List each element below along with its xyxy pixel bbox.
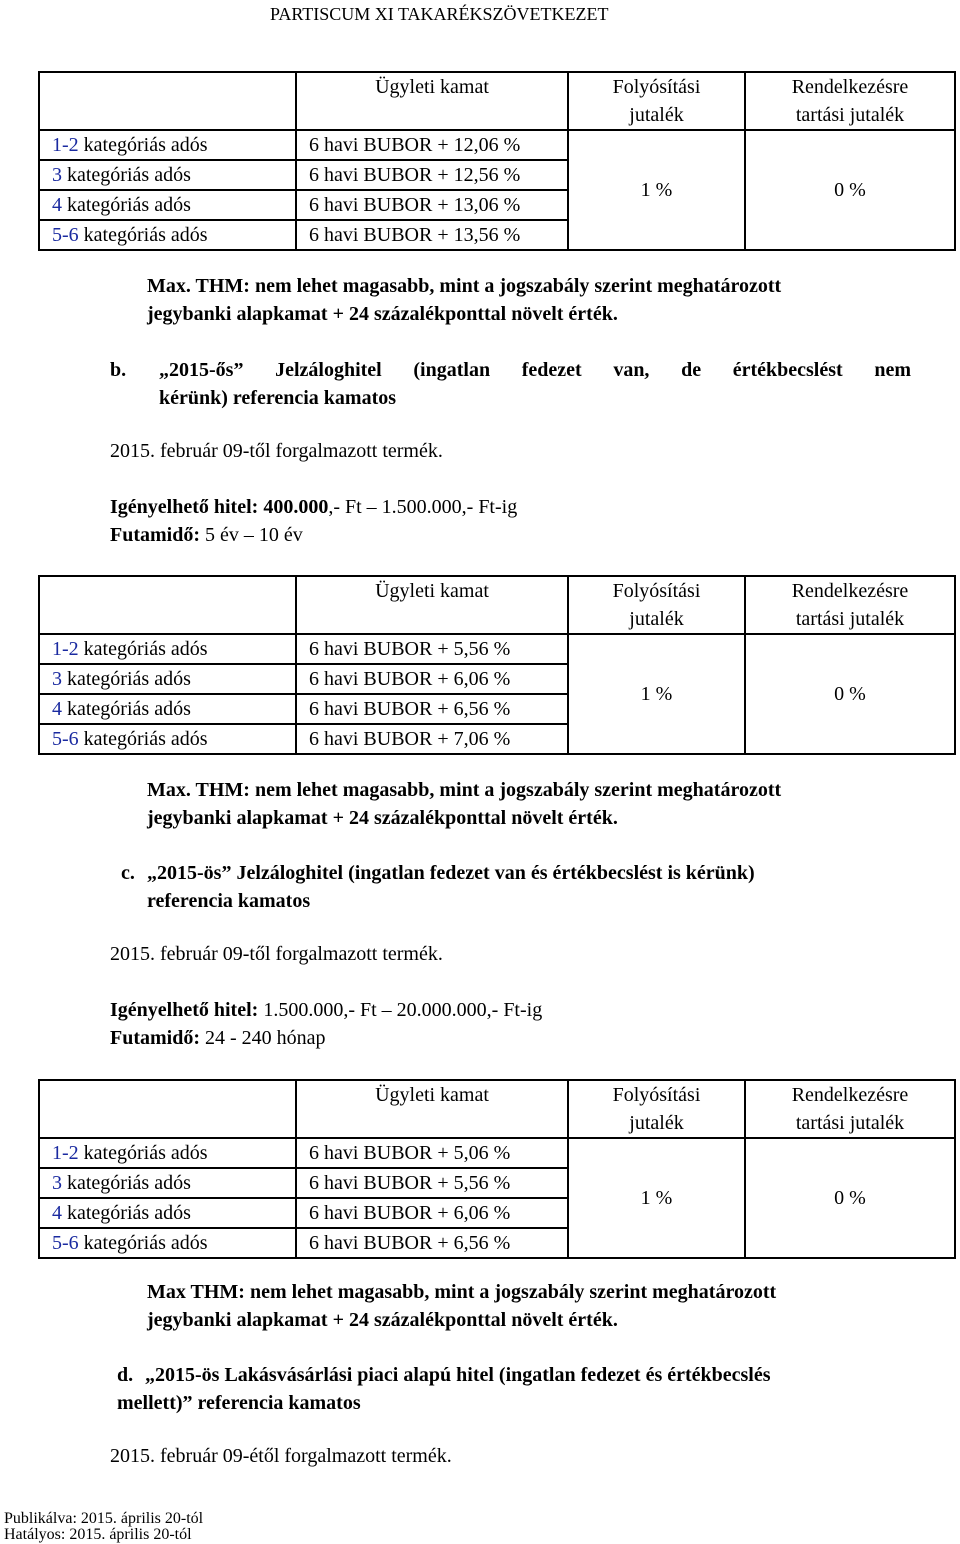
rate-table-1 [38, 71, 956, 251]
section-c-label: c. [121, 862, 135, 884]
rate-cell: 6 havi BUBOR + 5,56 % [296, 634, 568, 664]
section-c-intro: 2015. február 09-től forgalmazott termék. [110, 943, 443, 965]
commitment-fee-cell: 0 % [745, 1138, 955, 1258]
section-c-title-line2: referencia kamatos [147, 890, 311, 912]
col-header-disbursement-fee: Folyósítási jutalék [568, 1080, 745, 1138]
rate-cell: 6 havi BUBOR + 12,06 % [296, 130, 568, 160]
disbursement-fee-cell: 1 % [568, 634, 745, 754]
section-c-term: Futamidő: 24 - 240 hónap [110, 1027, 326, 1049]
commitment-fee-cell: 0 % [745, 130, 955, 250]
table-corner-cell [39, 72, 296, 130]
rate-cell: 6 havi BUBOR + 13,06 % [296, 190, 568, 220]
section-c-loan-amount: Igényelhető hitel: 1.500.000,- Ft – 20.000.000,- Ft-ig [110, 999, 543, 1021]
table-row [39, 130, 955, 160]
category-cell: 1-2 kategóriás adós [39, 634, 296, 664]
category-cell: 3 kategóriás adós [39, 1168, 296, 1198]
section-b-loan-amount: Igényelhető hitel: 400.000,- Ft – 1.500.000,- Ft-ig [110, 496, 518, 518]
rate-cell: 6 havi BUBOR + 7,06 % [296, 724, 568, 754]
category-cell: 1-2 kategóriás adós [39, 130, 296, 160]
category-cell: 5-6 kategóriás adós [39, 220, 296, 250]
section-c-title-line1: „2015-ös” Jelzáloghitel (ingatlan fedezet van és értékbecslést is kérünk) [147, 862, 755, 884]
category-cell: 3 kategóriás adós [39, 160, 296, 190]
section-d-title-line2: mellett)” referencia kamatos [117, 1392, 361, 1414]
col-header-rate: Ügyleti kamat [296, 576, 568, 634]
rate-cell: 6 havi BUBOR + 13,56 % [296, 220, 568, 250]
category-cell: 1-2 kategóriás adós [39, 1138, 296, 1168]
col-header-rate: Ügyleti kamat [296, 72, 568, 130]
rate-cell: 6 havi BUBOR + 5,56 % [296, 1168, 568, 1198]
max-thm-note-3: Max THM: nem lehet magasabb, mint a jogszabály szerint meghatározott jegybanki alapkamat + 24 százalékponttal növelt érték. [147, 1281, 777, 1331]
section-d-title-line1: „2015-ös Lakásvásárlási piaci alapú hitel (ingatlan fedezet és értékbecslés [145, 1364, 771, 1386]
col-header-disbursement-fee: Folyósítási jutalék [568, 576, 745, 634]
section-d-label: d. [117, 1364, 134, 1386]
table-row [39, 1138, 955, 1168]
category-cell: 3 kategóriás adós [39, 664, 296, 694]
col-header-commitment-fee: Rendelkezésre tartási jutalék [745, 1080, 955, 1138]
col-header-rate: Ügyleti kamat [296, 1080, 568, 1138]
col-header-disbursement-fee: Folyósítási jutalék [568, 72, 745, 130]
rate-cell: 6 havi BUBOR + 6,56 % [296, 1228, 568, 1258]
col-header-commitment-fee: Rendelkezésre tartási jutalék [745, 72, 955, 130]
commitment-fee-cell: 0 % [745, 634, 955, 754]
section-b-label: b. [110, 359, 127, 381]
rate-table-3 [38, 1079, 956, 1259]
footer-effective: Hatályos: 2015. április 20-tól [4, 1526, 192, 1543]
disbursement-fee-cell: 1 % [568, 130, 745, 250]
table-corner-cell [39, 1080, 296, 1138]
rate-cell: 6 havi BUBOR + 5,06 % [296, 1138, 568, 1168]
section-b-title-line1: „2015-ős” Jelzáloghitel (ingatlan fedezet van, de értékbecslést nem [159, 359, 911, 381]
max-thm-note-1: Max. THM: nem lehet magasabb, mint a jogszabály szerint meghatározott jegybanki alapkamat + 24 százalékponttal növelt érték. [147, 275, 782, 325]
table-corner-cell [39, 576, 296, 634]
category-cell: 4 kategóriás adós [39, 694, 296, 724]
disbursement-fee-cell: 1 % [568, 1138, 745, 1258]
rate-cell: 6 havi BUBOR + 12,56 % [296, 160, 568, 190]
max-thm-note-2: Max. THM: nem lehet magasabb, mint a jogszabály szerint meghatározott jegybanki alapkamat + 24 százalékponttal növelt érték. [147, 779, 782, 829]
col-header-commitment-fee: Rendelkezésre tartási jutalék [745, 576, 955, 634]
category-cell: 4 kategóriás adós [39, 190, 296, 220]
section-b-intro: 2015. február 09-től forgalmazott termék. [110, 440, 443, 462]
footer-published: Publikálva: 2015. április 20-tól [4, 1510, 204, 1527]
category-cell: 5-6 kategóriás adós [39, 1228, 296, 1258]
table-row [39, 634, 955, 664]
section-b-title-line2: kérünk) referencia kamatos [159, 387, 397, 409]
document-header: PARTISCUM XI TAKARÉKSZÖVETKEZET [270, 4, 609, 24]
category-cell: 5-6 kategóriás adós [39, 724, 296, 754]
rate-cell: 6 havi BUBOR + 6,06 % [296, 1198, 568, 1228]
rate-cell: 6 havi BUBOR + 6,56 % [296, 694, 568, 724]
section-d-intro: 2015. február 09-étől forgalmazott termék. [110, 1445, 452, 1467]
section-b-term: Futamidő: 5 év – 10 év [110, 524, 303, 546]
rate-table-2 [38, 575, 956, 755]
category-cell: 4 kategóriás adós [39, 1198, 296, 1228]
rate-cell: 6 havi BUBOR + 6,06 % [296, 664, 568, 694]
